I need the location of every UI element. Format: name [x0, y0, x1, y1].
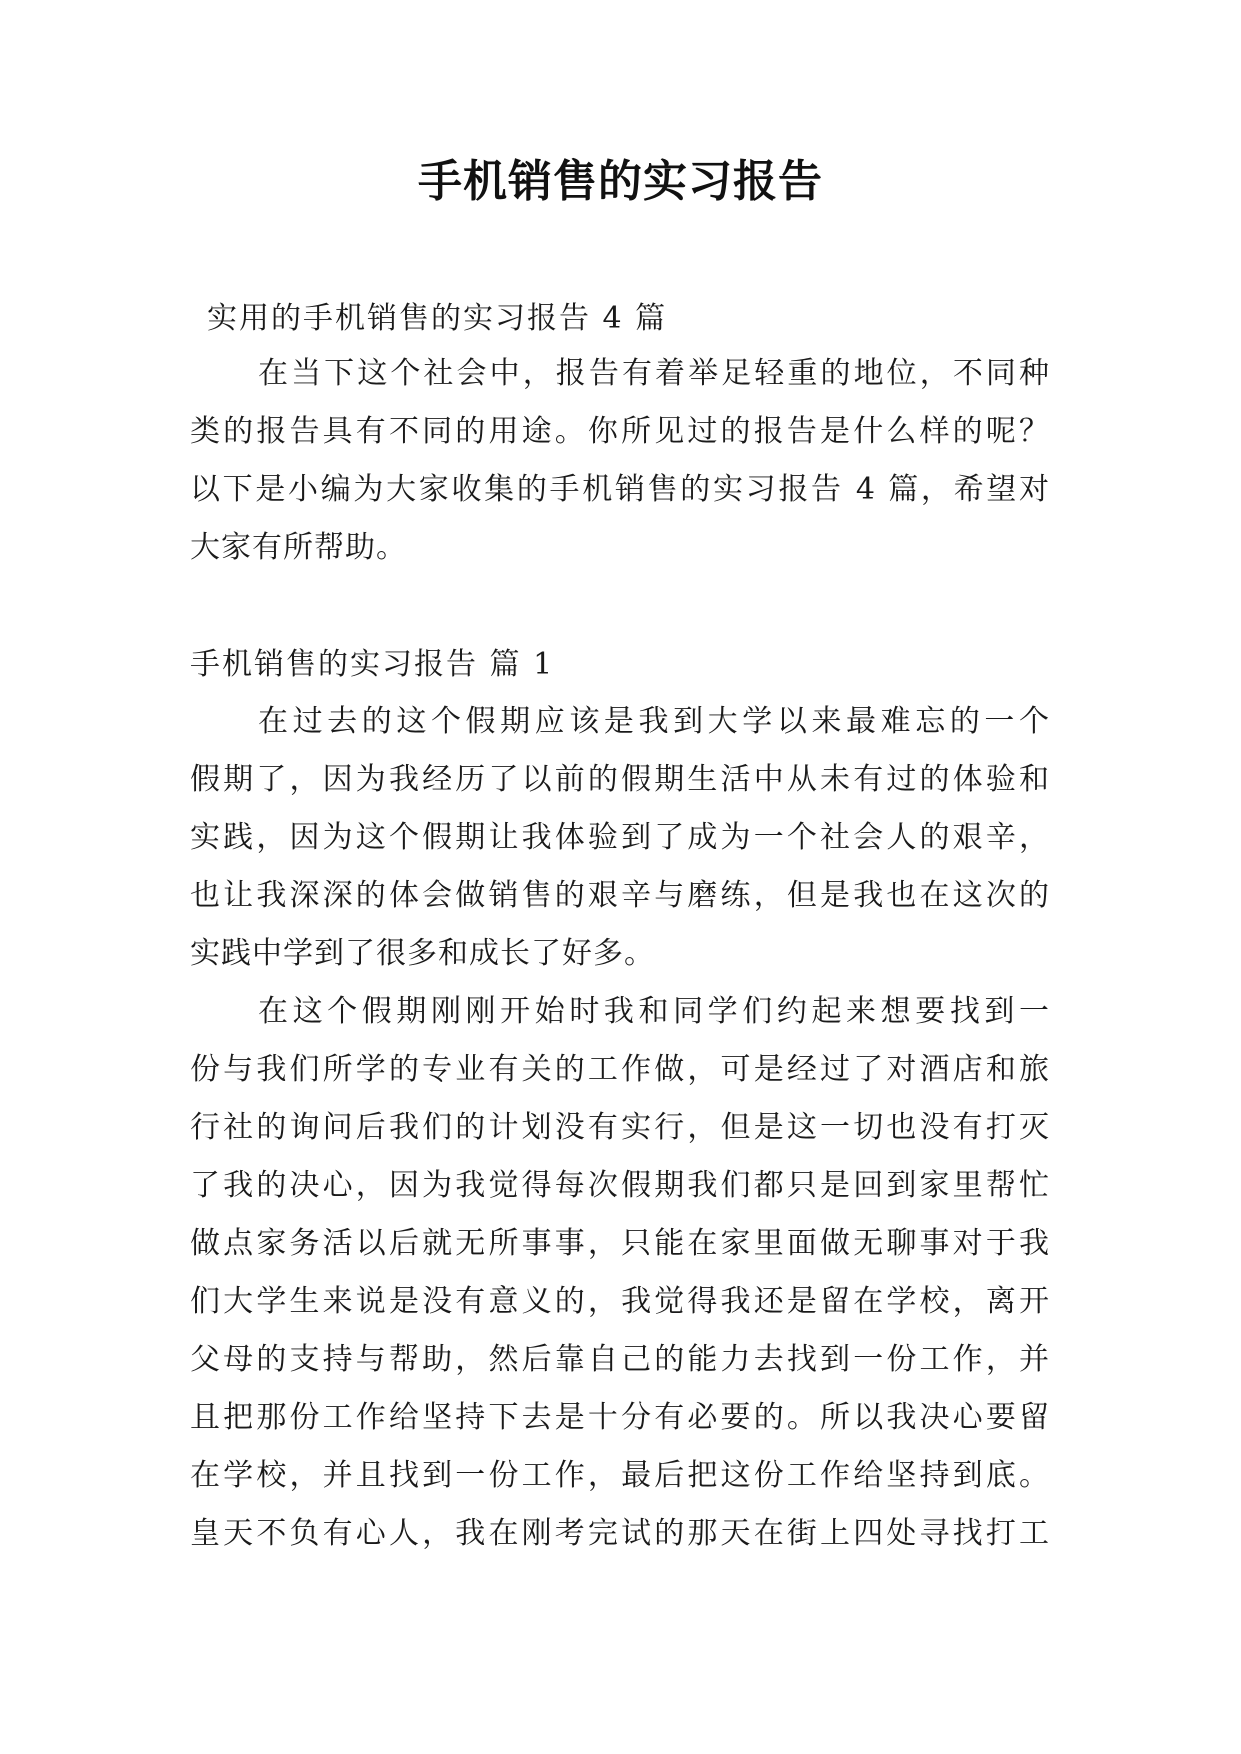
- section-heading: 手机销售的实习报告 篇 1: [190, 647, 555, 682]
- paragraph-line: 行社的询问后我们的计划没有实行，但是这一切也没有打灭: [190, 1110, 1050, 1145]
- paragraph-line: 且把那份工作给坚持下去是十分有必要的。所以我决心要留: [190, 1400, 1050, 1435]
- paragraph-line: 实践，因为这个假期让我体验到了成为一个社会人的艰辛，: [190, 820, 1050, 855]
- paragraph-line: 在学校，并且找到一份工作，最后把这份工作给坚持到底。: [190, 1458, 1050, 1493]
- document-subtitle: 实用的手机销售的实习报告 4 篇: [207, 301, 668, 336]
- intro-line: 大家有所帮助。: [190, 530, 407, 565]
- body-paragraph-1: [190, 693, 1050, 983]
- paragraph-line: 份与我们所学的专业有关的工作做，可是经过了对酒店和旅: [190, 1052, 1050, 1087]
- paragraph-line: 们大学生来说是没有意义的，我觉得我还是留在学校，离开: [190, 1284, 1050, 1319]
- intro-line: 类的报告具有不同的用途。你所见过的报告是什么样的呢？: [190, 414, 1050, 449]
- paragraph-line: 假期了，因为我经历了以前的假期生活中从未有过的体验和: [190, 762, 1050, 797]
- intro-paragraph: [190, 345, 1050, 577]
- body-paragraph-2: [190, 983, 1050, 1563]
- paragraph-line: 也让我深深的体会做销售的艰辛与磨练，但是我也在这次的: [190, 878, 1050, 913]
- paragraph-line: 做点家务活以后就无所事事，只能在家里面做无聊事对于我: [190, 1226, 1050, 1261]
- intro-line: 以下是小编为大家收集的手机销售的实习报告 4 篇，希望对: [190, 472, 1050, 507]
- paragraph-line: 皇天不负有心人，我在刚考完试的那天在街上四处寻找打工: [190, 1516, 1050, 1551]
- paragraph-line: 在过去的这个假期应该是我到大学以来最难忘的一个: [258, 704, 1050, 739]
- paragraph-line: 父母的支持与帮助，然后靠自己的能力去找到一份工作，并: [190, 1342, 1050, 1377]
- paragraph-line: 在这个假期刚刚开始时我和同学们约起来想要找到一: [258, 994, 1050, 1029]
- paragraph-line: 实践中学到了很多和成长了好多。: [190, 936, 655, 971]
- paragraph-line: 了我的决心，因为我觉得每次假期我们都只是回到家里帮忙: [190, 1168, 1050, 1203]
- document-title: 手机销售的实习报告: [418, 156, 823, 207]
- intro-line: 在当下这个社会中，报告有着举足轻重的地位，不同种: [258, 356, 1050, 391]
